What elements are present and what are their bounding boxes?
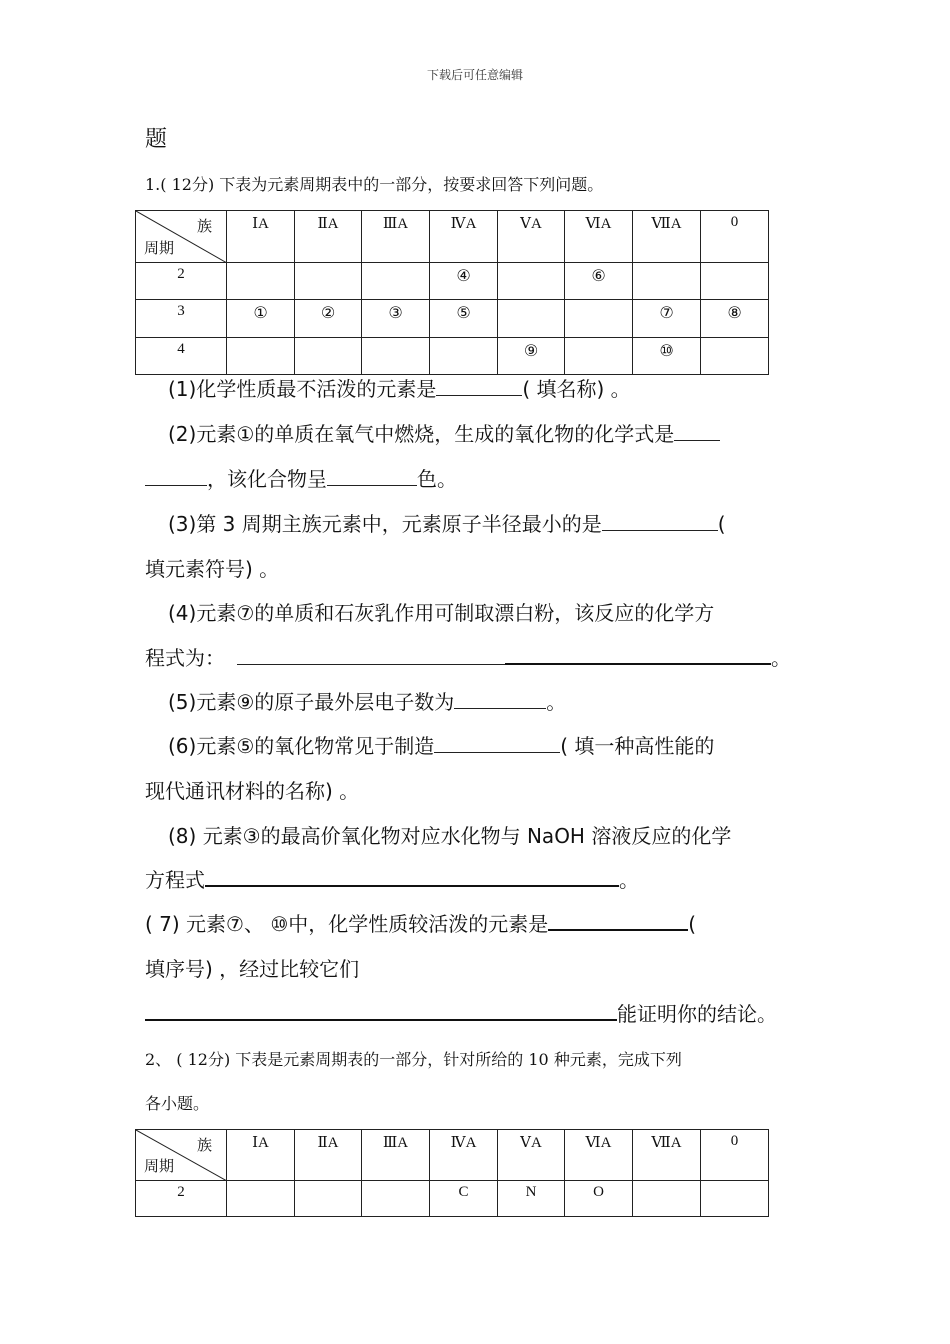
item-text: (5)元素⑨的原子最外层电子数为 [168, 690, 455, 714]
table-cell: ① [227, 300, 295, 338]
table-cell: ④ [430, 263, 498, 300]
answer-blank[interactable] [145, 999, 617, 1021]
column-header: ⅦA [633, 211, 701, 263]
table-cell: ⑥ [565, 263, 633, 300]
table-cell [362, 338, 430, 375]
item-text: (6)元素⑤的氧化物常见于制造 [168, 734, 435, 758]
table-cell [362, 263, 430, 300]
table-cell [227, 338, 295, 375]
item-text: 。 [771, 646, 791, 670]
item-2-line-1 [168, 418, 720, 447]
table-cell [227, 263, 295, 300]
answer-blank[interactable] [674, 420, 720, 441]
column-header: ⅠA [227, 1130, 295, 1181]
table-cell: ⑨ [498, 338, 565, 375]
item-text: 色。 [417, 467, 457, 491]
period-label: 2 [136, 263, 227, 300]
period-label: 2 [136, 1181, 227, 1217]
item-8-line-1 [168, 820, 731, 849]
column-header: ⅠA [227, 211, 295, 263]
table-cell: O [565, 1181, 633, 1217]
item-text: ( 填一种高性能的 [560, 734, 715, 758]
table-cell [295, 338, 362, 375]
answer-blank[interactable] [548, 909, 688, 931]
answer-blank[interactable] [237, 644, 505, 665]
item-text: 现代通讯材料的名称) 。 [145, 779, 360, 803]
corner-group-label: 族 [196, 1138, 212, 1154]
corner-group-label: 族 [196, 219, 212, 235]
column-header: ⅢA [362, 211, 430, 263]
table-row [136, 263, 769, 300]
table-cell [295, 263, 362, 300]
table-row [136, 1181, 769, 1217]
column-header: ⅤA [498, 211, 565, 263]
item-6-line-2 [145, 775, 359, 804]
question-2-prompt: 2、 ( 12分) 下表是元素周期表的一部分，针对所给的 10 种元素，完成下列 [145, 1050, 682, 1069]
column-header: 0 [701, 211, 769, 263]
answer-blank[interactable] [145, 465, 207, 486]
column-header: ⅡA [295, 1130, 362, 1181]
item-text: (1)化学性质最不活泼的元素是 [168, 377, 437, 401]
section-heading: 题 [145, 127, 168, 152]
item-7-line-1 [145, 908, 696, 937]
column-header: ⅣA [430, 1130, 498, 1181]
column-header: ⅥA [565, 211, 633, 263]
answer-blank[interactable] [602, 510, 718, 531]
item-4-line-2 [145, 642, 791, 671]
table-cell: N [498, 1181, 565, 1217]
item-text: (8) 元素③的最高价氧化物对应水化物与 NaOH 溶液反应的化学 [168, 824, 732, 848]
period-label: 3 [136, 300, 227, 338]
item-text: ( [688, 912, 697, 936]
table-cell [565, 300, 633, 338]
periodic-table-2 [135, 1129, 769, 1217]
table-corner-header [136, 211, 227, 263]
item-text: 填元素符号) 。 [145, 557, 280, 581]
question-1-prompt: 1.( 12分) 下表为元素周期表中的一部分，按要求回答下列问题。 [145, 175, 604, 194]
item-text: (4)元素⑦的单质和石灰乳作用可制取漂白粉，该反应的化学方 [168, 601, 715, 625]
item-text: ( 7) 元素⑦、 ⑩中，化学性质较活泼的元素是 [145, 912, 549, 936]
column-header: ⅤA [498, 1130, 565, 1181]
item-text: (2)元素①的单质在氧气中燃烧，生成的氧化物的化学式是 [168, 422, 675, 446]
table-cell: ⑤ [430, 300, 498, 338]
column-header: ⅡA [295, 211, 362, 263]
item-3-line-1 [168, 508, 726, 537]
period-label: 4 [136, 338, 227, 375]
table-cell: ② [295, 300, 362, 338]
item-4-line-1 [168, 597, 714, 626]
table-row [136, 300, 769, 338]
table-cell [701, 338, 769, 375]
item-text: 方程式 [145, 868, 205, 892]
item-text: 能证明你的结论。 [617, 1002, 777, 1026]
page-header: 下载后可任意编辑 [426, 68, 523, 82]
item-2-line-2 [145, 463, 457, 492]
item-text: 填序号) ，经过比较它们 [145, 957, 360, 981]
item-text: ，该化合物呈 [207, 467, 327, 491]
table-cell [633, 1181, 701, 1217]
table-cell [498, 263, 565, 300]
table-cell [295, 1181, 362, 1217]
column-header: ⅦA [633, 1130, 701, 1181]
item-text: ( [717, 512, 726, 536]
item-1 [168, 373, 631, 402]
table-row [136, 338, 769, 375]
table-cell [633, 263, 701, 300]
corner-period-label: 周期 [144, 241, 175, 257]
item-text: ( 填名称) 。 [522, 377, 631, 401]
column-header: ⅣA [430, 211, 498, 263]
table-cell [227, 1181, 295, 1217]
table-cell: ⑩ [633, 338, 701, 375]
table-cell: ⑧ [701, 300, 769, 338]
corner-period-label: 周期 [144, 1159, 175, 1175]
item-text: 。 [619, 868, 639, 892]
table-corner-header [136, 1130, 227, 1181]
column-header: 0 [701, 1130, 769, 1181]
periodic-table-1 [135, 210, 769, 375]
table-cell: ⑦ [633, 300, 701, 338]
table-cell: ③ [362, 300, 430, 338]
table-cell: C [430, 1181, 498, 1217]
item-8-line-2 [145, 864, 639, 893]
column-header: ⅢA [362, 1130, 430, 1181]
item-6-line-1 [168, 730, 714, 759]
table-cell [565, 338, 633, 375]
answer-blank[interactable] [436, 375, 522, 396]
column-header: ⅥA [565, 1130, 633, 1181]
item-text: (3)第 3 周期主族元素中，元素原子半径最小的是 [168, 512, 602, 536]
answer-blank[interactable] [327, 465, 417, 486]
table-cell [430, 338, 498, 375]
item-7-line-3 [145, 998, 777, 1027]
question-2-prompt-cont: 各小题。 [145, 1094, 210, 1113]
answer-blank[interactable] [454, 688, 546, 709]
item-7-line-2 [145, 953, 359, 982]
item-3-line-2 [145, 553, 279, 582]
table-cell [362, 1181, 430, 1217]
table-cell [701, 263, 769, 300]
table-cell [498, 300, 565, 338]
answer-blank[interactable] [205, 865, 619, 887]
answer-blank[interactable] [505, 643, 771, 665]
item-text: 程式为： [145, 646, 225, 670]
answer-blank[interactable] [434, 732, 560, 753]
item-5 [168, 686, 566, 715]
table-cell [701, 1181, 769, 1217]
item-text: 。 [546, 690, 567, 714]
